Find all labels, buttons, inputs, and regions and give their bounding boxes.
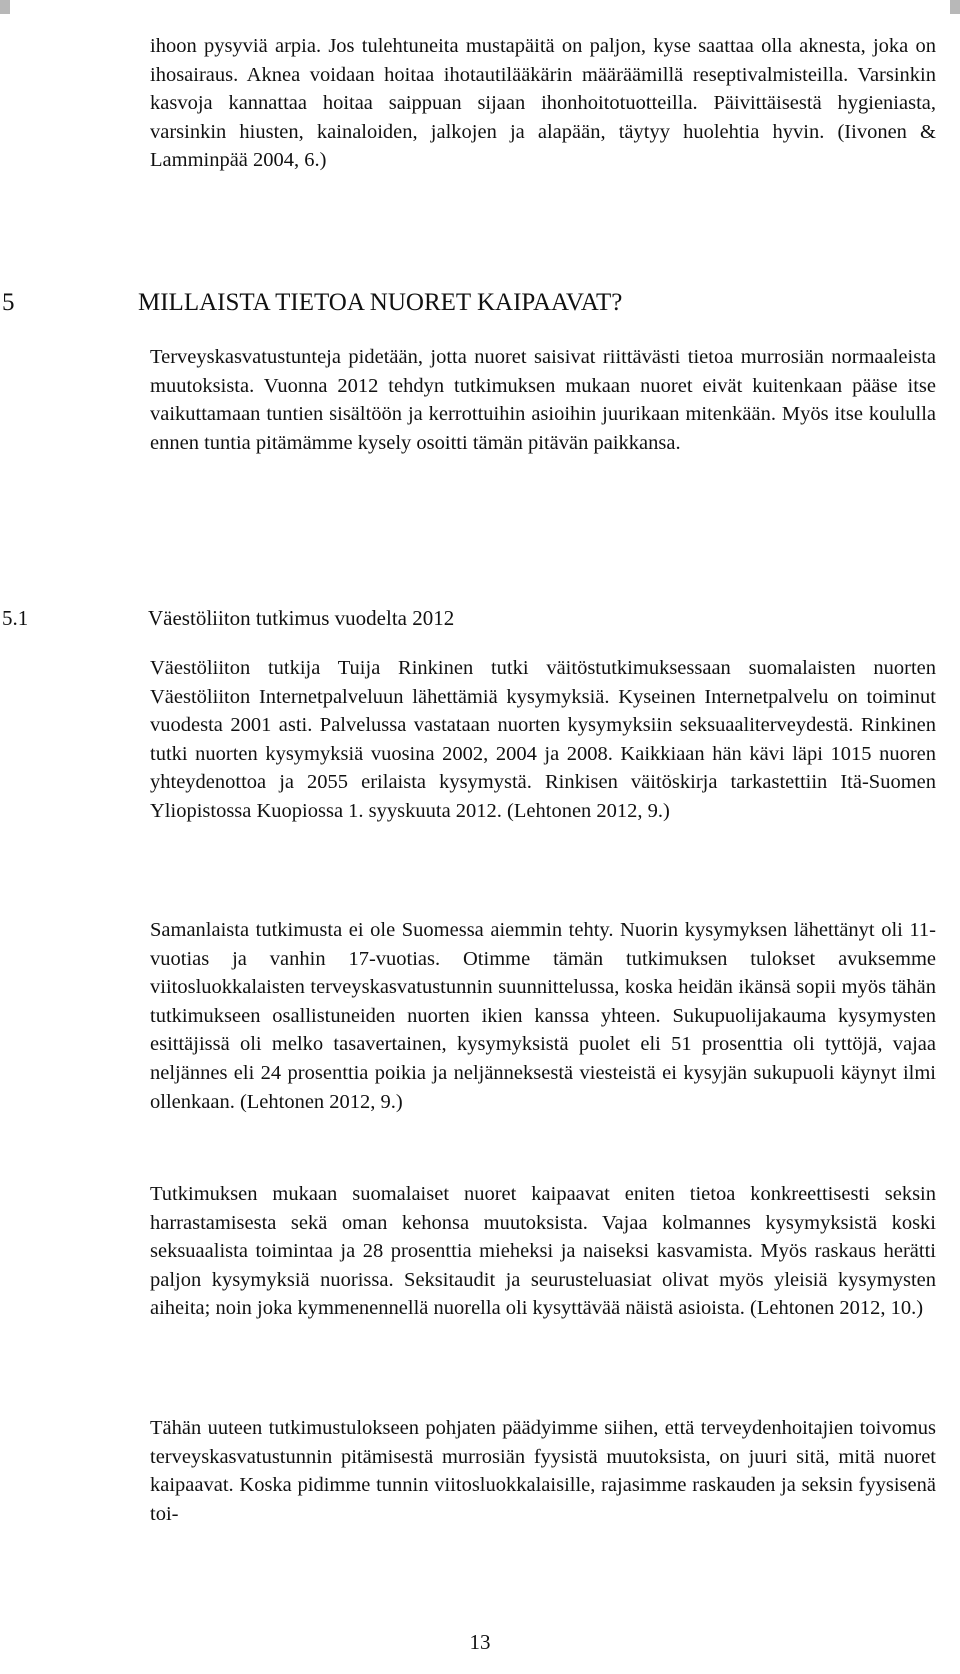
paragraph-study-details: Samanlaista tutkimusta ei ole Suomessa aiemmin tehty. Nuorin kysymyksen lähettänyt oli 11-vuotias ja vanhin 17-vuotias. Otimme tämän tutkimuksen tulokset avuksemme viitosluokkalaisten terveyskasvatustunnin suunnittelussa, koska heidän ikänsä sopii myös tähän tutkimukseen osallistuneiden nuorten ikien kanssa yhteen. Sukupuolijakauma kysymysten esittäjissä oli melko tasavertainen, kysymyksistä puolet eli 51 prosenttia oli tyttöjä, vajaa neljännes eli 24 prosenttia poikia ja neljänneksestä viesteistä ei kysyjän sukupuoli käynyt ilmi ollenkaan. (Lehtonen 2012, 9.) xyxy=(150,919,936,1113)
page-number: 13 xyxy=(469,1630,491,1654)
section-number: 5 xyxy=(2,289,15,316)
paragraph-vaestoliitto-study: Väestöliiton tutkija Tuija Rinkinen tutki väitöstutkimuksessaan suomalaisten nuorten Väestöliiton Internetpalveluun lähettämiä kysymyksiä. Kyseinen Internetpalvelu on toiminut vuodesta 2001 asti. Palvelussa vastataan nuorten kysymyksiin seksuaaliterveydestä. Rinkinen tutki nuorten kysymyksiä vuosina 2002, 2004 ja 2008. Kaikkiaan hän kävi läpi 1015 nuoren yhteydenottoa ja 2055 erilaista kysymystä. Rinkisen väitöskirja tarkastettiin Itä-Suomen Yliopistossa Kuopiossa 1. syyskuuta 2012. (Lehtonen 2012, 9.) xyxy=(150,657,936,822)
subsection-title: Väestöliiton tutkimus vuodelta 2012 xyxy=(148,606,455,630)
paragraph-acne-hygiene: ihoon pysyviä arpia. Jos tulehtuneita mustapäitä on paljon, kyse saattaa olla aknesta, joka on ihosairaus. Aknea voidaan hoitaa ihotautilääkärin määräämillä reseptivalmisteilla. Varsinkin kasvoja kannattaa hoitaa saippuan sijaan ihonhoitotuotteilla. Päivittäisestä hygieniasta, varsinkin hiusten, kainaloiden, jalkojen ja alapään, täytyy huolehtia hyvin. (Iivonen & Lamminpää 2004, 6.) xyxy=(150,35,936,172)
paragraph-conclusion: Tähän uuteen tutkimustulokseen pohjaten päädyimme siihen, että terveydenhoitajien toivomus terveyskasvatustunnin pitämisestä murrosiän fyysistä muutoksista, on juuri sitä, mitä nuoret kaipaavat. Koska pidimme tunnin viitosluokkalaisille, rajasimme raskauden ja seksin fyysisenä toi- xyxy=(150,1417,936,1525)
paragraph-health-lessons: Terveyskasvatustunteja pidetään, jotta nuoret saisivat riittävästi tietoa murrosiän normaaleista muutoksista. Vuonna 2012 tehdyn tutkimuksen mukaan nuoret eivät kuitenkaan pääse itse vaikuttamaan tuntien sisältöön ja kerrottuihin asioihin juurikaan mitenkään. Myös itse koululla ennen tuntia pitämämme kysely osoitti tämän pitävän paikkansa. xyxy=(150,346,936,454)
subsection-number: 5.1 xyxy=(2,606,29,630)
paragraph-study-findings: Tutkimuksen mukaan suomalaiset nuoret kaipaavat eniten tietoa konkreettisesti seksin harrastamisesta sekä oman kehonsa muutoksista. Vajaa kolmannes kysymyksistä koski seksuaalista toimintaa ja 28 prosenttia mieheksi ja naiseksi kasvamista. Myös raskaus herätti paljon kysymyksiä nuorissa. Seksitaudit ja seurusteluasiat olivat myös yleisiä kysymysten aiheita; noin joka kymmenennellä nuorella oli kysyttävää näistä asioista. (Lehtonen 2012, 10.) xyxy=(150,1183,936,1320)
section-title: MILLAISTA TIETOA NUORET KAIPAAVAT? xyxy=(138,289,623,316)
